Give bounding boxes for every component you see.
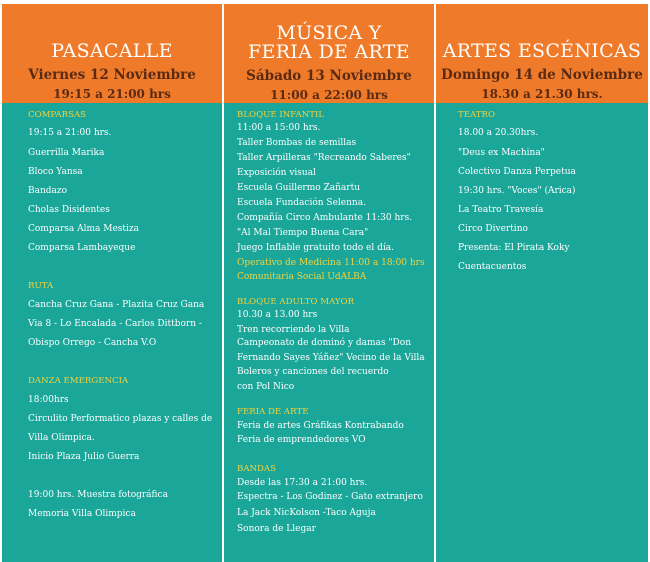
list-item: Bandazo [28,186,68,196]
list-item: Escuela Guillermo Zañartu [237,183,361,193]
musica-header [224,4,434,103]
section-heading-ruta: RUTA [28,281,54,291]
section-heading-adulto-mayor: BLOQUE ADULTO MAYOR [237,297,355,307]
list-item: Presenta: El Pirata Koky [458,243,570,253]
list-item: Inicio Plaza Julio Guerra [28,452,140,462]
list-item: 19:30 hrs. "Voces" (Arica) [458,186,576,196]
list-item: Cholas Disidentes [28,205,110,215]
section-heading-danza: DANZA EMERGENCIA [28,376,129,386]
list-item: Cuentacuentos [458,262,527,272]
list-item: Villa Olimpica. [28,433,95,443]
column-title: PASACALLE [51,40,173,62]
list-item: 19:15 a 21:00 hrs. [28,128,112,138]
list-item: 11:00 a 15:00 hrs. [237,123,321,133]
list-item: Fernando Sayes Yáñez" Vecino de la Villa [237,353,425,363]
list-item: Taller Bombas de semillas [237,138,357,148]
column-time: 19:15 a 21:00 hrs [53,87,171,101]
artes-header [436,4,648,103]
section-heading-teatro: TEATRO [458,110,495,120]
list-item: "Al Mal Tiempo Buena Cara" [237,228,369,238]
list-item: Bloco Yansa [28,167,83,177]
medical-notice: Operativo de Medicina 11:00 a 18:00 hrs [237,258,425,268]
list-item: Circo Divertino [458,224,528,234]
column-date: Viernes 12 Noviembre [28,67,196,83]
list-item: Compañía Circo Ambulante 11:30 hrs. [237,213,413,223]
list-item: "Deus ex Machina" [458,148,545,158]
column-date: Sábado 13 Noviembre [246,68,412,84]
list-item: 10.30 a 13.00 hrs [237,310,318,320]
list-item: Espectra - Los Godinez - Gato extranjero [237,492,423,502]
list-item: Comparsa Lambayeque [28,243,136,253]
list-item: Campeonato de dominó y damas "Don [237,338,411,348]
list-item: 19:00 hrs. Muestra fotográfica [28,490,168,500]
list-item: 18:00hrs [28,395,69,405]
list-item: Sonora de Llegar [237,524,316,534]
list-item: Boleros y canciones del recuerdo [237,367,389,377]
list-item: Memoria Villa Olimpica [28,509,136,519]
list-item: Desde las 17:30 a 21:00 hrs. [237,478,368,488]
list-item: Via 8 - Lo Encalada - Carlos Dittborn - [28,319,202,329]
column-date: Domingo 14 de Noviembre [441,67,643,83]
column-title: ARTES ESCÉNICAS [442,40,642,62]
list-item: Escuela Fundación Selenna. [237,198,366,208]
list-item: Guerrilla Marika [28,148,105,158]
list-item: Comparsa Alma Mestiza [28,224,140,234]
list-item: con Pol Nico [237,382,295,392]
section-heading-feria: FERIA DE ARTE [237,407,309,417]
section-heading-bandas: BANDAS [237,464,277,474]
list-item: Tren recorriendo la Villa [237,325,350,335]
list-item: Obispo Orrego - Cancha V.O [28,338,157,348]
list-item: La Jack NicKolson -Taco Aguja [237,508,376,518]
list-item: Feria de artes Gráfikas Kontrabando [237,421,404,431]
list-item: Feria de emprendedores VO [237,435,366,445]
pasacalle-header [2,4,222,103]
list-item: Cancha Cruz Gana - Plazita Cruz Gana [28,300,205,310]
list-item: Taller Arpilleras "Recreando Saberes" [237,153,411,163]
column-title-line-1: MÚSICA Y [276,22,382,44]
column-time: 18.30 a 21.30 hrs. [481,87,603,101]
list-item: La Teatro Travesía [458,205,544,215]
list-item: 18.00 a 20.30hrs. [458,128,539,138]
section-heading-comparsas: COMPARSAS [28,110,87,120]
list-item: Exposición visual [237,168,316,178]
column-time: 11:00 a 22:00 hrs [270,88,388,102]
list-item: Juego Inflable gratuito todo el día. [237,243,394,253]
section-heading-infantil: BLOQUE INFANTIL [237,110,325,120]
column-title-line-2: FERIA DE ARTE [248,41,410,63]
list-item: Colectivo Danza Perpetua [458,167,576,177]
medical-notice: Comunitaria Social UdALBA [237,272,367,282]
list-item: Circulito Performatico plazas y calles de [28,414,213,424]
